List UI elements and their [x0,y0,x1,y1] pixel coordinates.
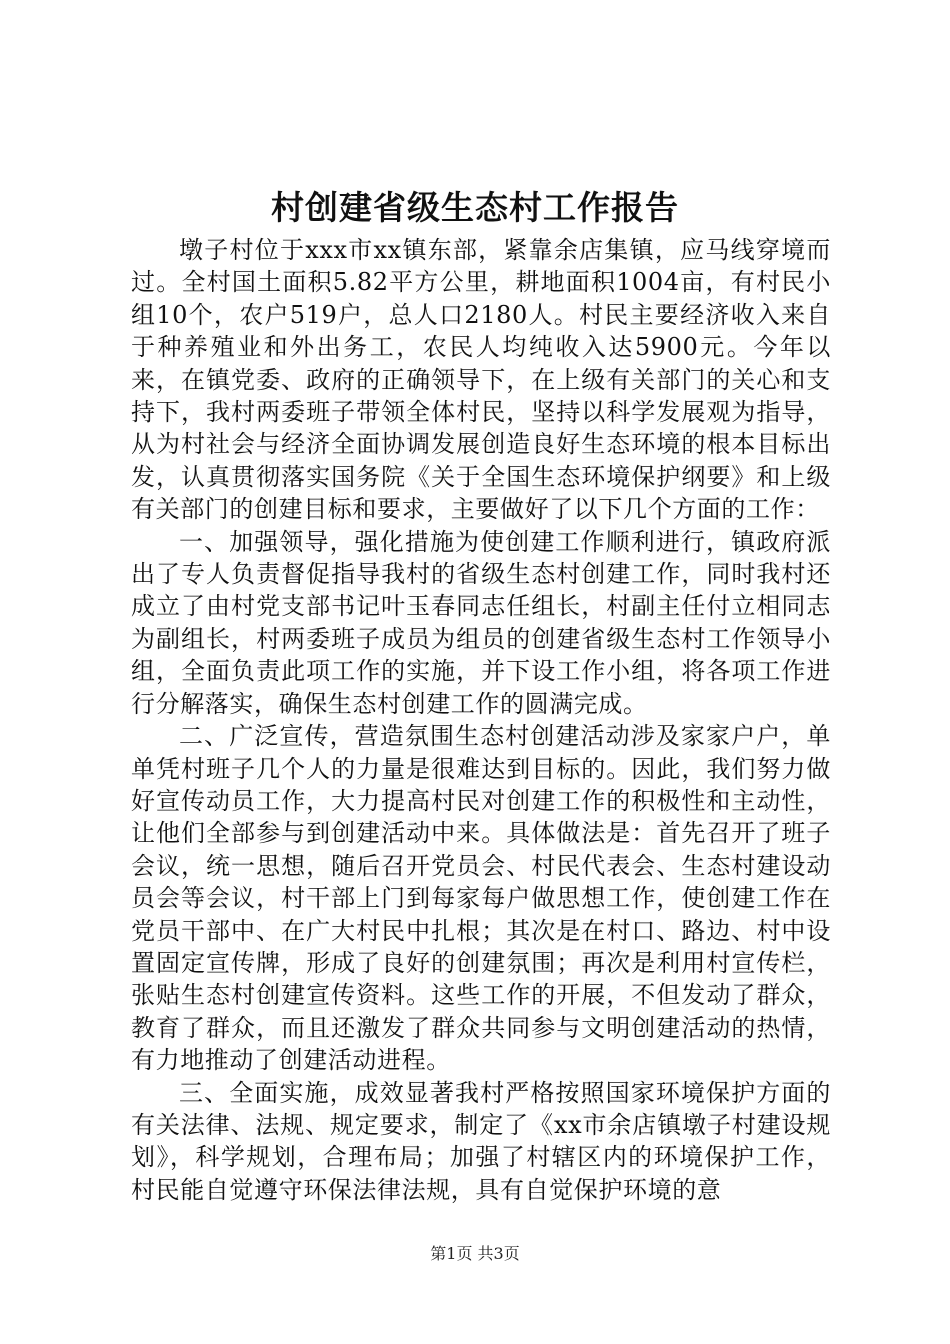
document-title: 村创建省级生态村工作报告 [271,188,679,227]
paragraph-section-1: 一、加强领导，强化措施为使创建工作顺利进行，镇政府派出了专人负责督促指导我村的省级生态村创建工作，同时我村还成立了由村党支部书记叶玉春同志任组长，村副主任付立相同志为副组长，村两委班子成员为组员的创建省级生态村工作领导小组，全面负责此项工作的实施，并下设工作小组，将各项工作进行分解落实，确保生态村创建工作的圆满完成。 [131,527,831,718]
paragraph-intro: 墩子村位于xxx市xx镇东部，紧靠余店集镇，应马线穿境而过。全村国土面积5.82平方公里，耕地面积1004亩，有村民小组10个，农户519户，总人口2180人。村民主要经济收入来自于种养殖业和外出务工，农民人均纯收入达5900元。今年以来，在镇党委、政府的正确领导下，在上级有关部门的关心和支持下，我村两委班子带领全体村民，坚持以科学发展观为指导，从为村社会与经济全面协调发展创造良好生态环境的根本目标出发，认真贯彻落实国务院《关于全国生态环境保护纲要》和上级有关部门的创建目标和要求，主要做好了以下几个方面的工作： [131,236,831,524]
page-number-footer: 第1页 共3页 [430,1244,520,1263]
paragraph-section-2: 二、广泛宣传，营造氛围生态村创建活动涉及家家户户，单单凭村班子几个人的力量是很难达到目标的。因此，我们努力做好宣传动员工作，大力提高村民对创建工作的积极性和主动性，让他们全部参与到创建活动中来。具体做法是：首先召开了班子会议，统一思想，随后召开党员会、村民代表会、生态村建设动员会等会议，村干部上门到每家每户做思想工作，使创建工作在党员干部中、在广大村民中扎根；其次是在村口、路边、村中设置固定宣传牌，形成了良好的创建氛围；再次是利用村宣传栏，张贴生态村创建宣传资料。这些工作的开展，不但发动了群众，教育了群众，而且还激发了群众共同参与文明创建活动的热情，有力地推动了创建活动进程。 [131,722,831,1075]
document-body [131,234,831,1206]
paragraph-section-3: 三、全面实施，成效显著我村严格按照国家环境保护方面的有关法律、法规、规定要求，制定了《xx市余店镇墩子村建设规划》，科学规划，合理布局；加强了村辖区内的环境保护工作，村民能自觉遵守环保法律法规，具有自觉保护环境的意 [131,1078,831,1204]
